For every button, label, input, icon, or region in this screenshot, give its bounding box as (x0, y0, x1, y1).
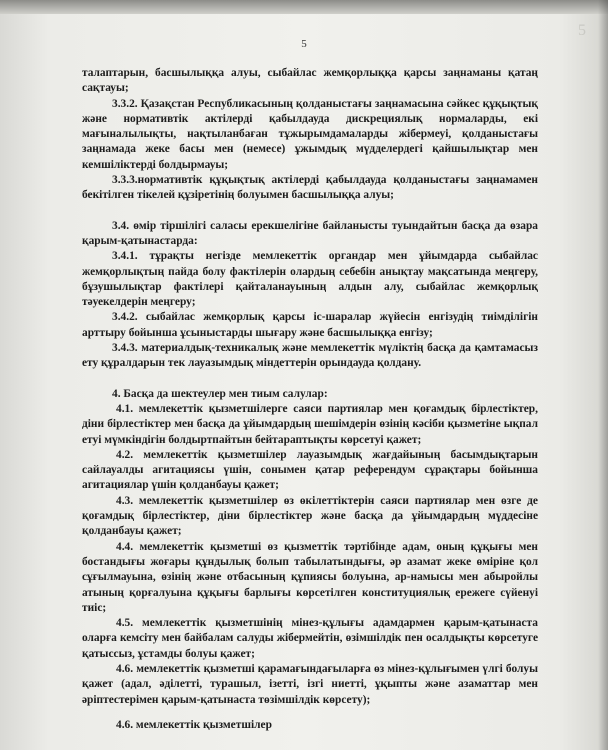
paragraph-3-4-3: 3.4.3. материалдық-техникалық және мемлекеттік мүліктің басқа да қамтамасыз ету құралдарын тек лауазымдық міндеттерін орындауда қолдану. (82, 342, 538, 370)
paragraph-3-4: 3.4. өмір тіршілігі саласы ерекшелігіне байланысты туындайтын басқа да өзара қарым-қатынастарда: (82, 219, 538, 247)
paragraph-4-1: 4.1. мемлекеттік қызметшілерге саяси партиялар мен қоғамдық бірлестіктер, діни бірлестіктер мен басқа да ұйымдардың шешімдерін өзінің кәсіби қызметіне ықпал етуі мүмкіндігін болдыртпайтын бейтараптықты көрсетуі қажет; (82, 402, 538, 446)
paragraph-3-3-3: 3.3.3.нормативтік құқықтық актілерді қабылдауда қолданыстағы заңнамамен бекітілген тікелей құзіретінің болуымен басшылыққа алуы; (82, 174, 538, 202)
page-number: 5 (301, 38, 307, 50)
paragraph-3-3-2: 3.3.2. Қазақстан Республикасының қолданыстағы заңнамасына сәйкес құқықтық және нормативтік актілерді қабылдауда дискрециялық нормаларды, екі мағыналылықты, нақтыланбаған тұжырымдамаларды жібермеуі, қолданыстағы заңнамада жеке басы мен (немесе) ұжымдық мүдделердегі қайшылықтар мен кемшіліктерді болдырмауы; (82, 97, 538, 171)
paragraph-3-4-1: 3.4.1. тұрақты негізде мемлекеттік органдар мен ұйымдарда сыбайлас жемқорлықтың пайда болу фактілерін олардың себебін анықтау мақсатында меңгеру, бұзушылықтар фактілері қайталанауының алдын алу, сыбайлас жемқорлық тәуекелдерін меңгеру; (82, 250, 538, 309)
paragraph-4-6-cut-off: 4.6. мемлекеттік қызметшілер (116, 718, 272, 731)
section-4-heading: 4. Басқа да шектеулер мен тиым салулар: (112, 387, 328, 400)
paragraph-continuation: талаптарын, басшылыққа алуы, сыбайлас жемқорлыққа қарсы заңнаманы қатаң сақтауы; (82, 67, 538, 95)
corner-page-mark: 5 (578, 22, 586, 39)
paragraph-4-2: 4.2. мемлекеттік қызметшілер лауазымдық жағдайының басымдықтарын сайлауалды агитациясы үшін, сонымен қатар референдум сұрақтары бойынша агитациялар үшін қолданбауы қажет; (82, 448, 538, 492)
paragraph-3-4-2: 3.4.2. сыбайлас жемқорлық қарсы іс-шаралар жүйесін енгізудің тиімділігін арттыру бойынша ұсыныстарды шығару және басшылыққа енгізу; (82, 311, 538, 339)
paragraph-4-6: 4.6. мемлекеттік қызметші қарамағындағыларға өз мінез-құлығымен үлгі болуы қажет (адал, әділетті, турашыл, ізетті, ізгі ниетті, ұқыпты және азаматтар мен әріптестерімен қарым-қатынаста төзімшілдік көрсету); (82, 662, 538, 706)
paragraph-4-4: 4.4. мемлекеттік қызметші өз қызметтік тәртібінде адам, оның құқығы мен бостандығы жоғары құндылық болып табылатындығы, әр азамат жеке өміріне қол сұғылмауына, өзінің және отбасының құпиясы болуына, ар-намысы мен абыройлы атының қорғалуына құқығы барлығы көрсетілген конституциялық ережеге сүйенуі тиіс; (82, 540, 538, 614)
paragraph-4-3: 4.3. мемлекеттік қызметшілер өз өкілеттіктерін саяси партиялар мен өзге де қоғамдық бірлестіктер, діни бірлестіктер және басқа да ұйымдардың мүддесіне қолданбауы қажет; (82, 494, 538, 538)
document-body (82, 66, 538, 733)
paragraph-4-5: 4.5. мемлекеттік қызметшінің мінез-құлығы адамдармен қарым-қатынаста оларға кемсіту мен байбалам салуды жібермейтін, өзімшілдік пен осалдықты көрсетуге қатыссыз, ұстамды болуы қажет; (82, 617, 538, 660)
